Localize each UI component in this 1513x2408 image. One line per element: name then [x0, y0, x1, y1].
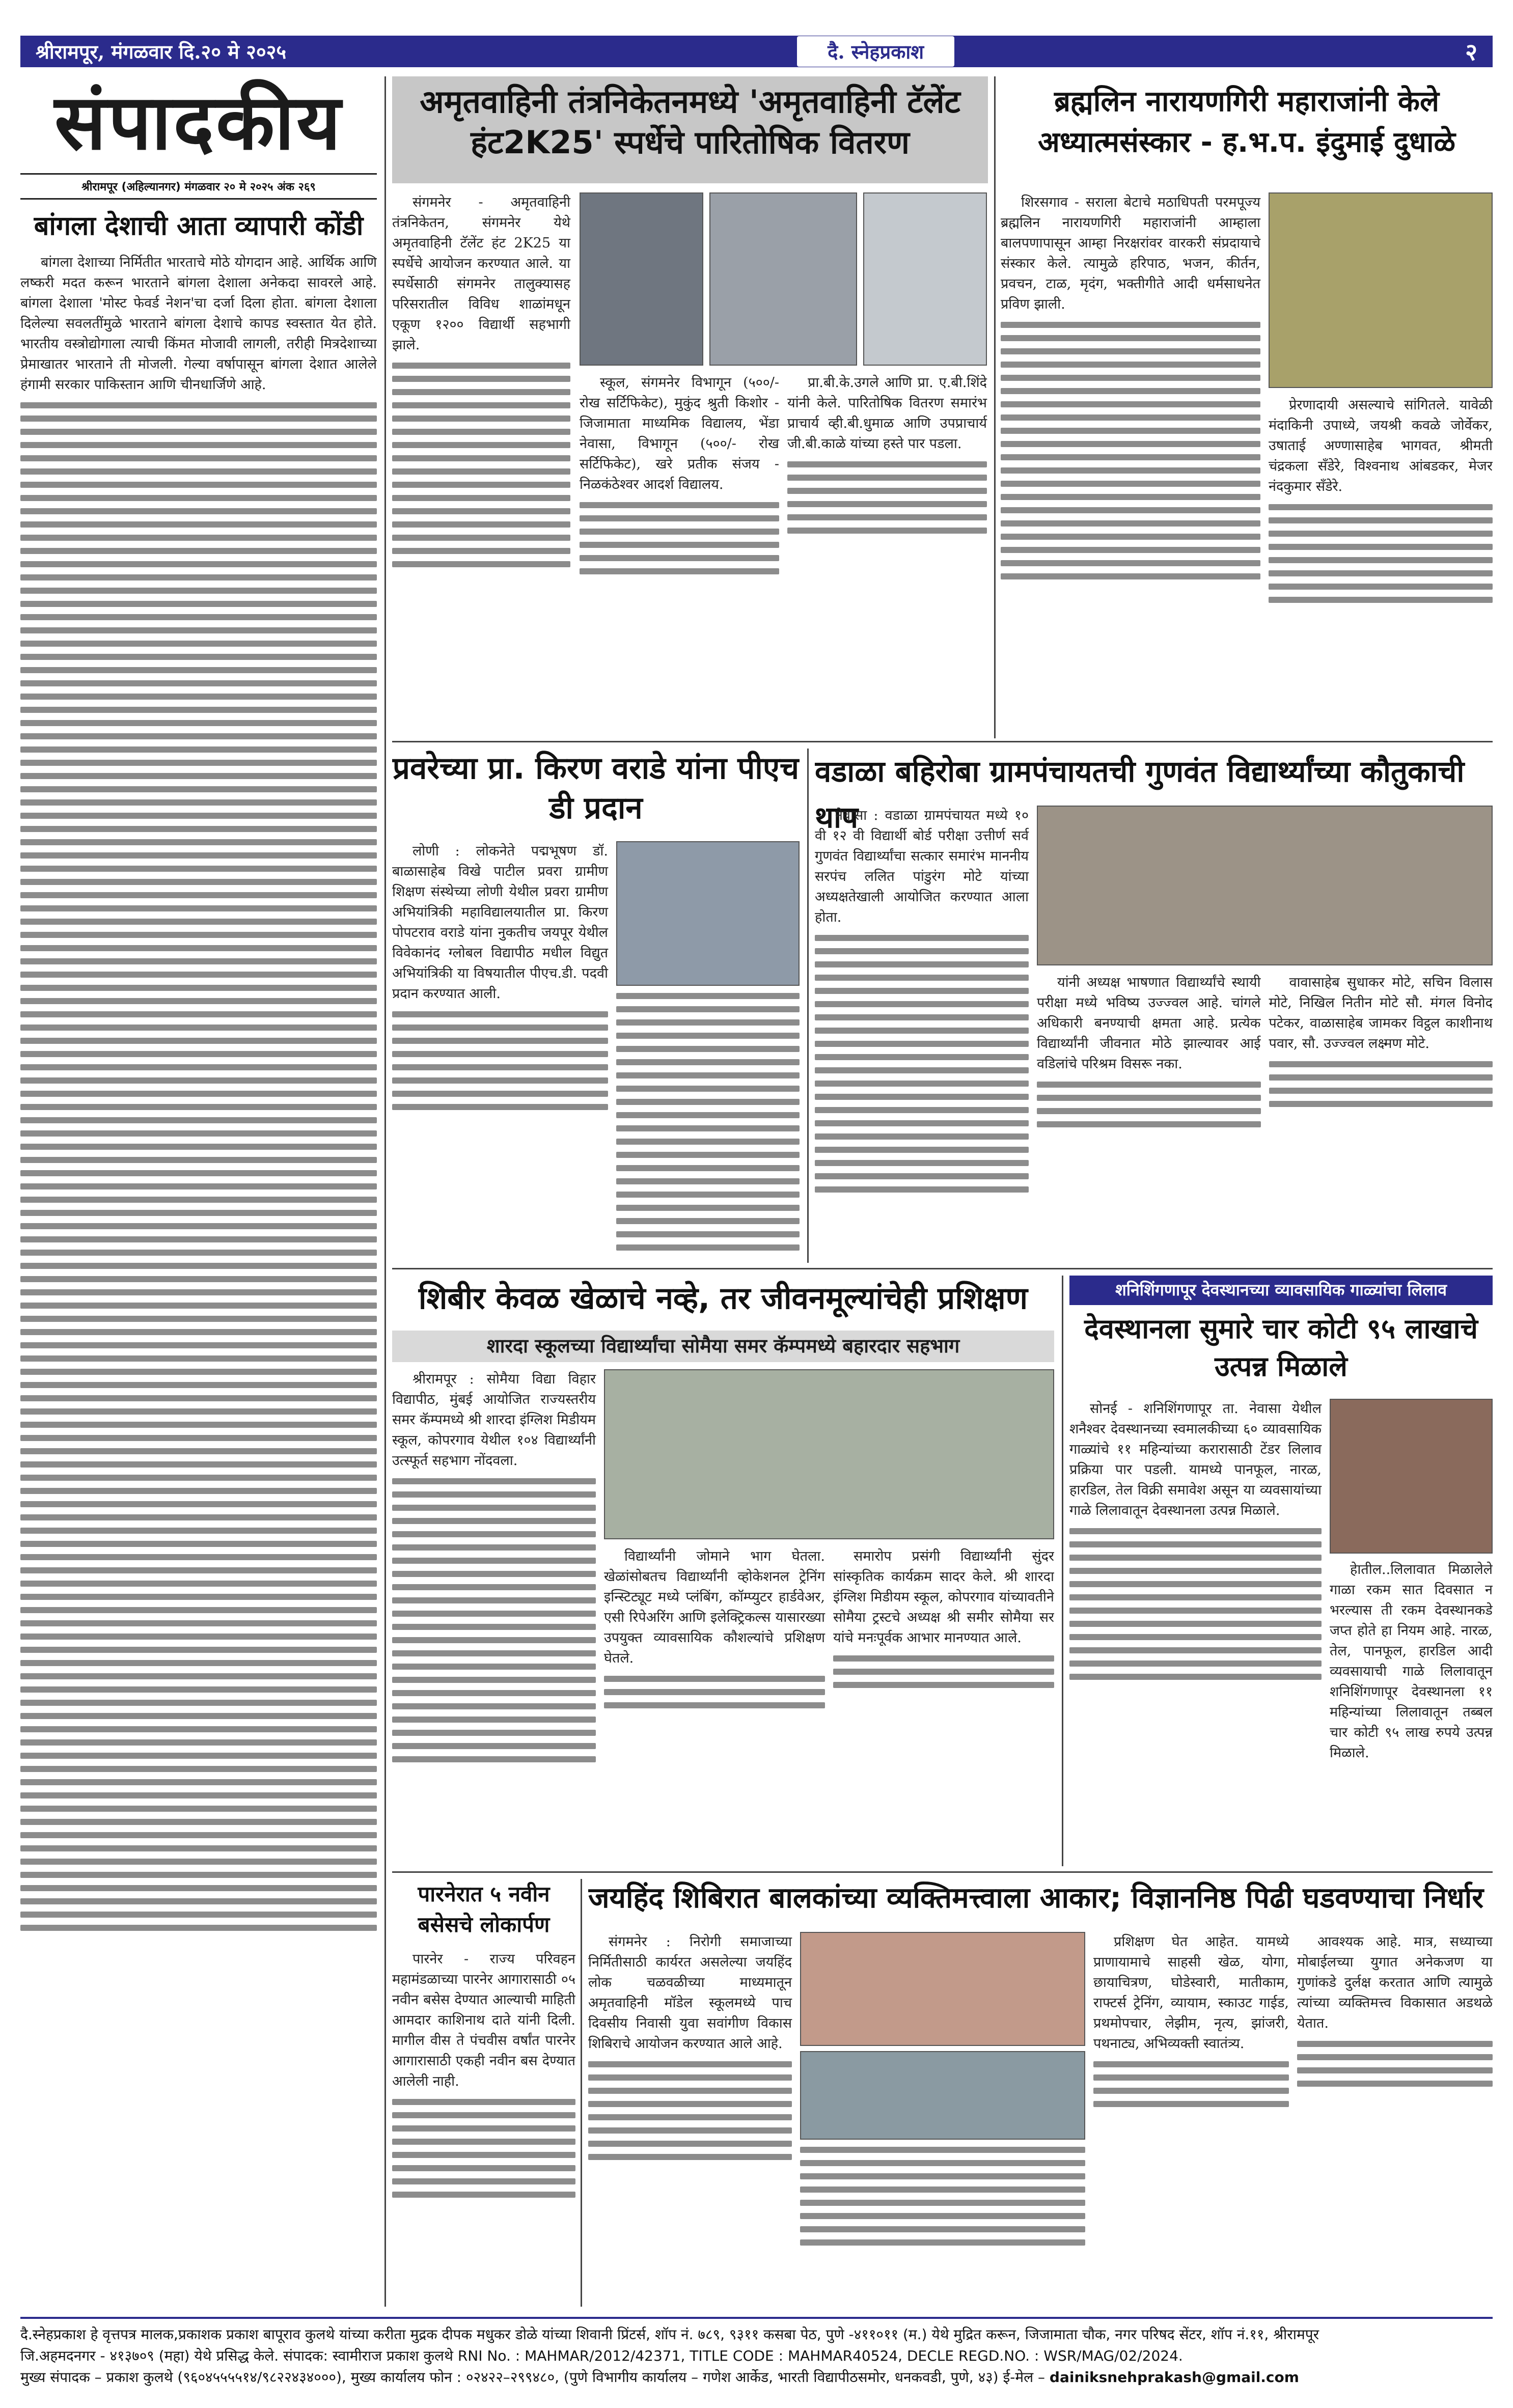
- article-amrutvahini: [392, 76, 988, 738]
- photo-jayhind-camp-1: [800, 1932, 1085, 2046]
- photo-award-ceremony-2: [709, 192, 858, 366]
- photo-award-ceremony-1: [580, 192, 703, 366]
- editorial-banner: संपादकीय: [54, 77, 343, 167]
- article-parner-buses: [392, 1879, 575, 2307]
- header-dateline: श्रीरामपूर, मंगळवार दि.२० मे २०२५: [36, 40, 287, 63]
- article-summer-camp-title: शिबीर केवळ खेळाचे नव्हे, तर जीवनमूल्यांचेही प्रशिक्षण: [418, 1281, 1028, 1316]
- article-wadala-body-2: यांनी अध्यक्ष भाषणात विद्यार्थ्यांचे स्थायी परीक्षा मध्ये भविष्य उज्ज्वल आहे. चांगले अधिकारी बनण्याची क्षमता आहे. प्रत्येक विद्यार्थ्यांनी जीवनात मोठे झाल्यावर आई वडिलांचे परिश्रम विसरू नका.: [1037, 975, 1261, 1072]
- article-devasthan-body: सोनई - शनिशिंगणापूर ता. नेवासा येथील शनैश्वर देवस्थानच्या स्वमालकीच्या ६० व्यावसायिक गाळ्यांचे ११ महिन्यांच्या करारासाठी टेंडर लिलाव प्रक्रिया पार पडली. यामध्ये पानफूल, नारळ, हारडिल, तेल विक्री समावेश असून या व्यवसायांच्या गाळे लिलावातून देवस्थानला उत्पन्न मिळाले.: [1069, 1401, 1322, 1518]
- article-summer-camp-subtitle: शारदा स्कूलच्या विद्यार्थ्यांचा सोमैया समर कॅम्पमध्ये बहारदार सहभाग: [392, 1331, 1054, 1362]
- article-jayhind: [588, 1879, 1493, 2307]
- article-summer-camp-body-2: विद्यार्थ्यांनी जोमाने भाग घेतला. खेळांसोबतच विद्यार्थ्यांनी व्होकेशनल ट्रेनिंग इन्स्टिट्यूट मध्ये प्लंबिंग, कॉम्प्युटर हार्डवेअर, एसी रिपेअरिंग आणि इलेक्ट्रिकल्स यासारख्या उपयुक्त व्यावसायिक कौशल्यांचे प्रशिक्षण घेतले.: [604, 1548, 825, 1666]
- imprint-footer: [20, 2317, 1493, 2393]
- article-wadala-body: नेवासा : वडाळा ग्रामपंचायत मध्ये १० वी १२ वी विद्यार्थी बोर्ड परीक्षा उत्तीर्ण सर्व गुणवंत विद्यार्थ्यांचा सत्कार समारंभ माननीय सरपंच ललित पांडुरंग मोटे यांच्या अध्यक्षतेखाली आयोजित करण्यात आला होता.: [815, 808, 1029, 925]
- article-summer-camp: [392, 1276, 1054, 1866]
- article-parner-buses-body: पारनेर - राज्य परिवहन महामंडळाच्या पारनेर आगारासाठी ०५ नवीन बसेस देण्यात आल्याची माहिती आमदार काशिनाथ दाते यांनी दिली. मागील वीस ते पंचवीस वर्षांत पारनेर आगारासाठी एकही नवीन बस देण्यात आलेली नाही.: [392, 1951, 575, 2089]
- photo-award-ceremony-3: [863, 192, 987, 366]
- email-link[interactable]: dainiksnehprakash@gmail.com: [1049, 2369, 1299, 2386]
- article-dudhale-body-2: प्रेरणादायी असल्याचे सांगितले. यावेळी मंदाकिनी उपाध्ये, जयश्री कवळे जोर्वेकर, उषाताई अण्णासाहेब भागवत, श्रीमती चंद्रकला सँडेरे, विश्वनाथ आंबडकर, मेजर नंदकुमार सँडेरे.: [1269, 397, 1493, 494]
- article-dudhale-body: शिरसगाव - सराला बेटाचे मठाधिपती परमपूज्य ब्रह्मलिन नारायणगिरी महाराजांनी आम्हाला बालपणापासून आम्हा निरक्षरांवर वारकरी संप्रदायाचे संस्कार केले. त्यामुळे हरिपाठ, भजन, कीर्तन, प्रवचन, टाळ, मृदंग, भक्तीगीते आदी धर्मसाधनेत प्रविण झाली.: [1001, 195, 1260, 312]
- article-parner-buses-title: पारनेरात ५ नवीन बसेसचे लोकार्पण: [418, 1881, 550, 1937]
- article-devasthan-title: देवस्थानला सुमारे चार कोटी ९५ लाखाचे उत्पन्न मिळाले: [1084, 1313, 1478, 1382]
- article-warade-title: प्रवरेच्या प्रा. किरण वराडे यांना पीएच डी प्रदान: [392, 751, 800, 826]
- editorial-title: बांगला देशाची आता व्यापारी कोंडी: [34, 211, 364, 241]
- article-devasthan-kicker: शनिशिंगणापूर देवस्थानच्या व्यावसायिक गाळ्यांचा लिलाव: [1069, 1276, 1493, 1305]
- photo-portrait-warade: [616, 841, 800, 986]
- editorial-dateline: श्रीरामपूर (अहिल्यानगर) मंगळवार २० मे २०२५ अंक २६९: [20, 173, 377, 200]
- article-devasthan-body-2: हेातील..लिलावात मिळालेले गाळा रकम सात दिवसात न भरल्यास ती रकम देवस्थानकडे जप्त होते हा नियम आहे. नारळ, तेल, पानफूल, हारडिल आदी व्यवसायाची गाळे लिलावातून शनिशिंगणापूर देवस्थानला ११ महिन्यांच्या लिलावातून तब्बल चार कोटी ९५ लाख रुपये उत्पन्न मिळाले.: [1330, 1562, 1493, 1761]
- article-wadala-title: वडाळा बहिरोबा ग्रामपंचायतची गुणवंत विद्यार्थ्यांच्या कौतुकाची थाप: [815, 754, 1465, 835]
- article-jayhind-body: संगमनेर : निरोगी समाजाच्या निर्मितीसाठी कार्यरत असलेल्या जयहिंद लोक चळवळीच्या माध्यमातून अमृतवाहिनी मॉडेल स्कूलमध्ये पाच दिवसीय निवासी युवा सवांगीण विकास शिबिराचे आयोजन करण्यात आले आहे.: [588, 1934, 792, 2052]
- article-devasthan: [1069, 1276, 1493, 1866]
- article-amrutvahini-body: संगमनेर - अमृतवाहिनी तंत्रनिकेतन, संगमनेर येथे अमृतवाहिनी टॅलेंट हंट 2K25 या स्पर्धेचे आयोजन करण्यात आले. या स्पर्धेसाठी संगमनेर तालुक्यासह परिसरातील विविध शाळांमधून एकूण १२०० विद्यार्थी सहभागी झाले.: [392, 195, 570, 353]
- photo-felicitation: [1269, 192, 1493, 388]
- article-wadala-body-3: वावासाहेब सुधाकर मोटे, सचिन विलास मोटे, निखिल नितीन मोटे सौ. मंगल विनोद पटेकर, वाळासाहेब जामकर विट्ठल काशीनाथ पवार, सौ. उज्ज्वल लक्ष्मण मोटे.: [1269, 975, 1493, 1051]
- imprint-contact: मुख्य संपादक – प्रकाश कुलथे (९६०४५५५५१४/९८२२४३४०००), मुख्य कार्यालय फोन : ०२४२२–२९९४८०, (पुणे विभागीय कार्यालय – गणेश आर्केड, भारती विद्यापीठसमोर, धनकवडी, पुणे, ४३) ई-मेल –: [20, 2369, 1045, 2386]
- article-warade: [392, 749, 800, 1263]
- article-amrutvahini-body-3: प्रा.बी.के.उगले आणि प्रा. ए.बी.शिंदे यांनी केले. पारितोषिक वितरण समारंभ प्राचार्य व्ही.बी.धुमाळ आणि उपप्राचार्य जी.बी.काळे यांच्या हस्ते पार पडला.: [787, 375, 987, 452]
- article-dudhale: [1001, 76, 1493, 738]
- photo-students-group: [604, 1369, 1054, 1539]
- photo-students-felicitation: [1037, 806, 1493, 965]
- photo-jayhind-camp-2: [800, 2051, 1085, 2140]
- editorial-body: [20, 253, 377, 395]
- page-number: २: [1465, 38, 1477, 66]
- article-amrutvahini-body-2: स्कूल, संगमनेर विभागून (५००/- रोख सर्टिफिकेट), मुकुंद श्रुती किशोर - जिजामाता माध्यमिक विद्यालय, भेंडा नेवासा, विभागून (५००/- रोख सर्टिफिकेट), खरे प्रतीक संजय - निळकंठेश्वर आदर्श विद्यालय.: [580, 375, 779, 492]
- article-dudhale-title: ब्रह्मलिन नारायणगिरी महाराजांनी केले अध्यात्मसंस्कार - ह.भ.प. इंदुमाई दुधाळे: [1037, 85, 1456, 159]
- article-wadala: [815, 749, 1493, 1263]
- editorial-paragraph: बांगला देशाच्या निर्मितीत भारताचे मोठे योगदान आहे. आर्थिक आणि लष्करी मदत करून भारताने बांगला देशाला अनेकदा सावरले आहे. बांगला देशाला 'मोस्ट फेवर्ड नेशन'चा दर्जा दिला होता. बांगला देशाला दिलेल्या सवलतींमुळे भारताने बांगला देशाचे कापड स्वस्तात येत होते. भारतीय वस्त्रोद्योगाला त्याची किंमत मोजावी लागली, तरीही मित्रदेशाच्या प्रेमाखातर भारताने ती मोजली. गेल्या वर्षापासून बांगला देशात आलेले हंगामी सरकार पाकिस्तान आणि चीनधार्जिणे आहे.: [20, 255, 377, 393]
- article-jayhind-body-2: प्रशिक्षण घेत आहेत. यामध्ये प्राणायामाचे साहसी खेळ, योगा, छायाचित्रण, घोडेस्वारी, मातीकाम, राफ्टर्स ट्रेनिंग, व्यायाम, स्काउट गाईड, प्रथमोपचार, लेझीम, नृत्य, झांजरी, पथनाट्य, अभिव्यक्ती स्वातंत्र्य.: [1093, 1934, 1289, 2052]
- article-summer-camp-body-3: समारोप प्रसंगी विद्यार्थ्यांनी सुंदर सांस्कृतिक कार्यक्रम सादर केले. श्री शारदा इंग्लिश मिडीयम स्कूल, कोपरगाव यांच्यावतीने सोमैया ट्रस्टचे अध्यक्ष श्री समीर सोमैया सर यांचे मनःपूर्वक आभार मानण्यात आले.: [833, 1548, 1054, 1646]
- photo-shani-idol: [1330, 1399, 1493, 1554]
- article-jayhind-title: जयहिंद शिबिरात बालकांच्या व्यक्तिमत्त्वाला आकार; विज्ञाननिष्ठ पिढी घडवण्याचा निर्धार: [588, 1881, 1484, 1915]
- editorial-column: [20, 76, 377, 2307]
- article-amrutvahini-title: अमृतवाहिनी तंत्रनिकेतनमध्ये 'अमृतवाहिनी टॅलेंट हंट2K25' स्पर्धेचे पारितोषिक वितरण: [392, 76, 988, 183]
- article-warade-body: लोणी : लोकनेते पद्मभूषण डॉ. बाळासाहेब विखे पाटील प्रवरा ग्रामीण शिक्षण संस्थेच्या लोणी येथील प्रवरा ग्रामीण अभियांत्रिकी महाविद्यालयातील प्रा. किरण पोपटराव वराडे यांना नुकतीच जयपूर येथील विवेकानंद ग्लोबल विद्यापीठ मधील विद्युत अभियांत्रिकी या विषयातील पीएच.डी. पदवी प्रदान करण्यात आली.: [392, 843, 608, 1002]
- imprint-line-3: [20, 2367, 1493, 2388]
- editorial-text-filler: [20, 402, 377, 1931]
- article-summer-camp-body: श्रीरामपूर : सोमैया विद्या विहार विद्यापीठ, मुंबई आयोजित राज्यस्तरीय समर कॅम्पमध्ये श्री शारदा इंग्लिश मिडीयम स्कूल, कोपरगाव येथील १०४ विद्यार्थ्यांनी उत्स्फूर्त सहभाग नोंदवला.: [392, 1371, 596, 1469]
- imprint-line-1: दै.स्नेहप्रकाश हे वृत्तपत्र मालक,प्रकाशक प्रकाश बापूराव कुलथे यांच्या करीता मुद्रक दीपक मधुकर डोळे यांच्या शिवानी प्रिंटर्स, शॉप नं. ७८९, ९३११ कसबा पेठ, पुणे -४११०११ (म.) येथे मुद्रित करून, जिजामाता चौक, नगर परिषद सेंटर, शॉप नं.११, श्रीरामपूर: [20, 2326, 1319, 2343]
- header-masthead: दै. स्नेहप्रकाश: [797, 36, 954, 67]
- page-header: [20, 36, 1493, 67]
- article-jayhind-body-3: आवश्यक आहे. मात्र, सध्याच्या मोबाईलच्या युगात अनेकजण या गुणांकडे दुर्लक्ष करतात आणि त्यामुळे त्यांच्या व्यक्तिमत्त्व विकासात अडथळे येतात.: [1297, 1934, 1493, 2031]
- imprint-line-2: जि.अहमदनगर - ४१३७०९ (महा) येथे प्रसिद्ध केले. संपादक: स्वामीराज प्रकाश कुलथे RNI No. : MAHMAR/2012/42371, TITLE CODE : MAHMAR40524, DECLE REGD.NO. : WSR/MAG/02/2024.: [20, 2347, 1183, 2364]
